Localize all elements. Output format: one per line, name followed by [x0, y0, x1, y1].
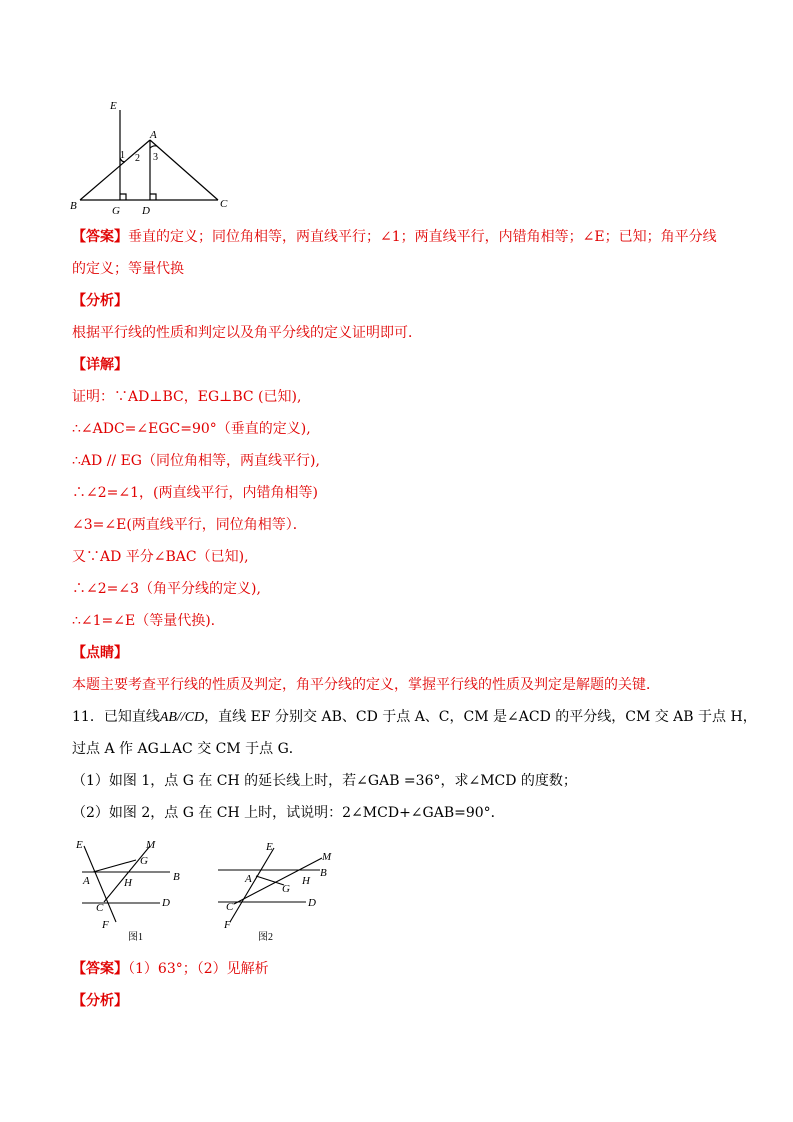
detail-line: ∴∠1=∠E（等量代换). — [72, 613, 216, 629]
detail-line: ∴∠2=∠3（角平分线的定义), — [72, 581, 261, 597]
fig1-label-G: G — [140, 855, 148, 867]
fig1-label-E: E — [76, 839, 83, 851]
fig2-label-D: D — [308, 897, 316, 909]
fig1-label-C: C — [96, 902, 104, 914]
fig1-label-H: H — [124, 877, 132, 889]
fig2-label-H: H — [302, 875, 310, 887]
analysis-tag: 【分析】 — [72, 293, 128, 309]
answer-text: （1）63°；（2）见解析 — [128, 961, 269, 977]
fig2-label-F: F — [224, 919, 231, 931]
question11-line1 — [72, 707, 757, 728]
fig1-label-D: D — [162, 897, 170, 909]
comment-text: 本题主要考查平行线的性质及判定，角平分线的定义，掌握平行线的性质及判定是解题的关键． — [72, 677, 660, 693]
label-B: B — [70, 200, 77, 212]
question11-part1: （1）如图 1，点 G 在 CH 的延长线上时，若∠GAB =36°，求∠MCD 的度数； — [72, 773, 577, 789]
parallel-lines-figures — [70, 836, 350, 948]
fig1-label-F: F — [102, 919, 109, 931]
label-A: A — [150, 129, 157, 141]
fig1-label-A: A — [83, 875, 90, 887]
question-number: 11．已知直线 — [72, 709, 160, 725]
answer-tag: 【答案】 — [72, 961, 128, 977]
detail-line: ∴∠2=∠1，(两直线平行，内错角相等) — [72, 485, 318, 501]
fig2-caption: 图2 — [258, 932, 273, 943]
label-angle-1: 1 — [120, 150, 125, 161]
label-C: C — [220, 198, 228, 210]
answer10-line1 — [72, 227, 717, 247]
fig2-label-A: A — [245, 873, 252, 885]
question11-part2: （2）如图 2，点 G 在 CH 上时，试说明：2∠MCD+∠GAB=90°． — [72, 805, 505, 821]
fig2-label-C: C — [226, 901, 234, 913]
answer11-line — [72, 959, 269, 979]
fig1-caption: 图1 — [128, 932, 143, 943]
question-math: AB//CD — [159, 710, 205, 725]
detail-line: ∴AD // EG（同位角相等，两直线平行), — [72, 453, 320, 469]
answer-text: 垂直的定义；同位角相等，两直线平行；∠1；两直线平行，内错角相等；∠E；已知；角平分线 — [128, 229, 717, 245]
analysis-tag: 【分析】 — [72, 993, 128, 1009]
answer10-line2: 的定义；等量代换 — [72, 261, 184, 277]
detail-line: ∠3=∠E(两直线平行，同位角相等）． — [72, 517, 307, 533]
detail-line: 又∵AD 平分∠BAC（已知), — [72, 549, 249, 565]
detail-tag: 【详解】 — [72, 357, 128, 373]
fig2-label-G: G — [282, 883, 290, 895]
label-angle-2: 2 — [135, 153, 140, 164]
fig2-label-M: M — [322, 851, 332, 863]
fig2-label-B: B — [320, 867, 327, 879]
fig2-label-E: E — [266, 841, 273, 853]
answer-tag: 【答案】 — [72, 229, 128, 245]
label-angle-3: 3 — [153, 152, 158, 163]
triangle-figure — [62, 96, 242, 218]
detail-line: ∴∠ADC=∠EGC=90°（垂直的定义), — [72, 421, 311, 437]
question-text: ，直线 EF 分别交 AB、CD 于点 A、C，CM 是∠ACD 的平分线，CM 交 AB 于点 H， — [204, 709, 757, 725]
question11-line2: 过点 A 作 AG⊥AC 交 CM 于点 G． — [72, 741, 303, 757]
label-D: D — [142, 205, 150, 217]
label-G: G — [112, 205, 120, 217]
detail-line: 证明：∵AD⊥BC，EG⊥BC (已知), — [72, 389, 302, 405]
label-E: E — [110, 100, 117, 112]
comment-tag: 【点睛】 — [72, 645, 128, 661]
fig1-label-M: M — [146, 839, 156, 851]
analysis-text: 根据平行线的性质和判定以及角平分线的定义证明即可． — [72, 325, 422, 341]
fig1-label-B: B — [173, 871, 180, 883]
